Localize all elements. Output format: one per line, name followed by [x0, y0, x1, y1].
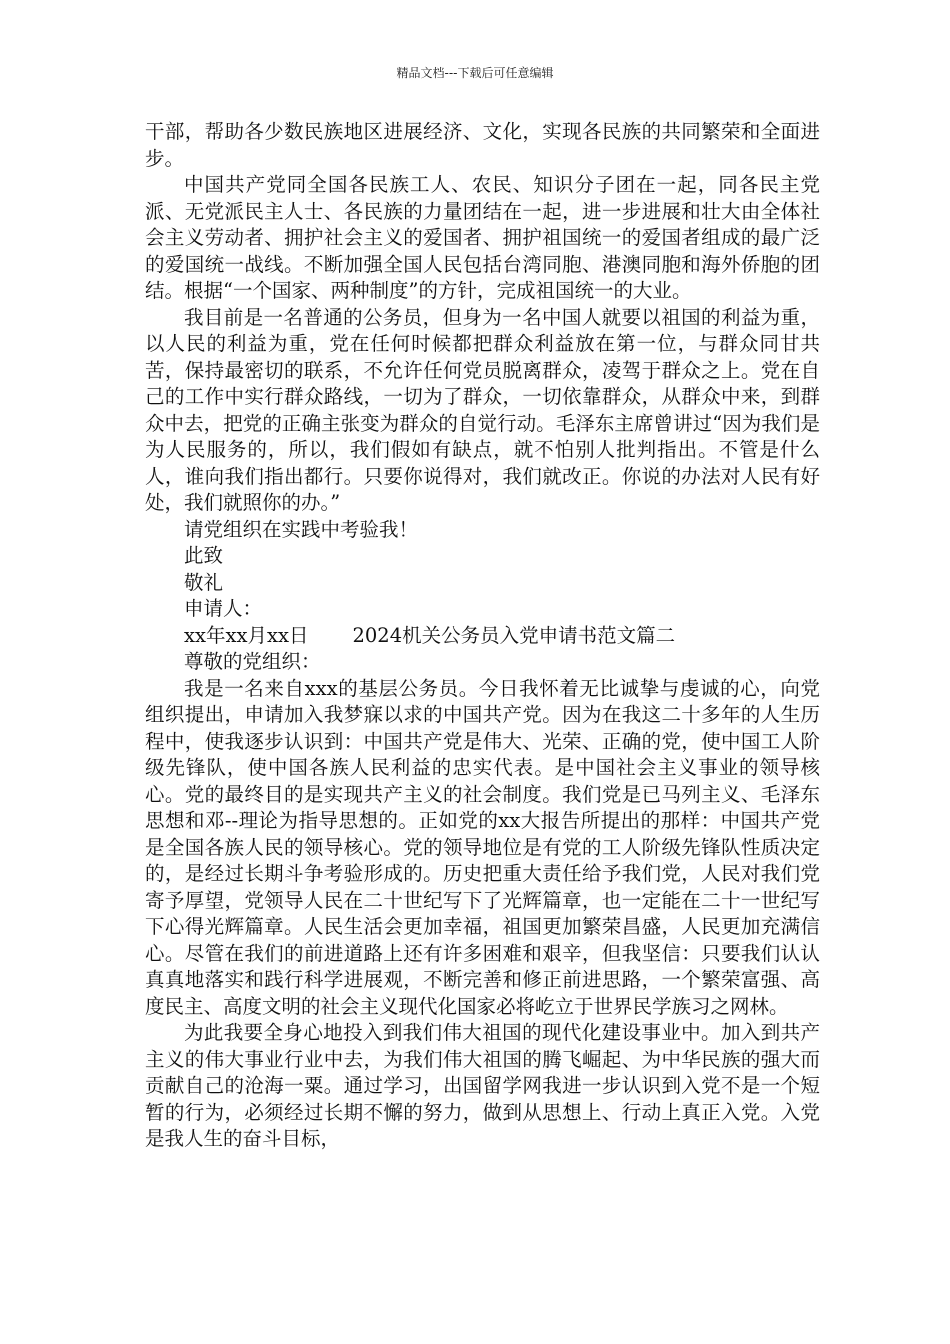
paragraph-4: 请党组织在实践中考验我！ — [184, 517, 419, 541]
paragraph-6: 为此我要全身心地投入到我们伟大祖国的现代化建设事业中。加入到共产主义的伟大事业行业中去，为我们伟大祖国的腾飞崛起、为中华民族的强大而贡献自己的沧海一粟。通过学习，出国留学网我进一步认识到入党不是一个短暂的行为，必须经过长期不懈的努力，做到从思想上、行动上真正入党。入党是我人生的奋斗目标， — [145, 1021, 820, 1150]
date-text: xx年xx月xx日 — [184, 623, 309, 647]
page-header-note: 精品文档---下载后可任意编辑 — [396, 66, 554, 80]
document-body — [145, 119, 820, 1153]
section-title: 2024机关公务员入党申请书范文篇二 — [352, 623, 676, 647]
paragraph-3: 我目前是一名普通的公务员，但身为一名中国人就要以祖国的利益为重，以人民的利益为重，党在任何时候都把群众利益放在第一位，与群众同甘共苦，保持最密切的联系，不允许任何党员脱离群众，凌驾于群众之上。党在自己的工作中实行群众路线，一切为了群众，一切依靠群众，从群众中来，到群众中去，把党的正确主张变为群众的自觉行动。毛泽东主席曾讲过“因为我们是为人民服务的，所以，我们假如有缺点，就不怕别人批判指出。不管是什么人，谁向我们指出都行。只要你说得对，我们就改正。你说的办法对人民有好处，我们就照你的办。” — [145, 305, 820, 514]
paragraph-5: 我是一名来自xxx的基层公务员。今日我怀着无比诚挚与虔诚的心，向党组织提出，申请加入我梦寐以求的中国共产党。因为在我这二十多年的人生历程中，使我逐步认识到：中国共产党是伟大、光荣、正确的党，使中国工人阶级先锋队，使中国各族人民利益的忠实代表。是中国社会主义事业的领导核心。党的最终目的是实现共产主义的社会制度。我们党是已马列主义、毛泽东思想和邓--理论为指导思想的。正如党的xx大报告所提出的那样：中国共产党是全国各族人民的领导核心。党的领导地位是有党的工人阶级先锋队性质决定的，是经过长期斗争考验形成的。历史把重大责任给予我们党，人民对我们党寄予厚望，党领导人民在二十世纪写下了光辉篇章，也一定能在二十一世纪写下心得光辉篇章。人民生活会更加幸福，祖国更加繁荣昌盛，人民更加充满信心。尽管在我们的前进道路上还有许多困难和艰辛，但我坚信：只要我们认认真真地落实和践行科学进展观，不断完善和修正前进思路，一个繁荣富强、高度民主、高度文明的社会主义现代化国家必将屹立于世界民学族习之网林。 — [145, 676, 820, 1018]
paragraph-1: 干部，帮助各少数民族地区进展经济、文化，实现各民族的共同繁荣和全面进步。 — [145, 120, 820, 170]
applicant-label: 申请人： — [184, 597, 263, 620]
date-and-title-line — [145, 623, 820, 650]
closing-cizhi: 此致 — [184, 544, 224, 567]
closing-jingli: 敬礼 — [184, 570, 224, 594]
paragraph-2: 中国共产党同全国各民族工人、农民、知识分子团在一起，同各民主党派、无党派民主人士、各民族的力量团结在一起，进一步进展和壮大由全体社会主义劳动者、拥护社会主义的爱国者、拥护祖国统一的爱国者组成的最广泛的爱国统一战线。不断加强全国人民包括台湾同胞、港澳同胞和海外侨胞的团结。根据“一个国家、两种制度”的方针，完成祖国统一的大业。 — [145, 173, 820, 302]
salutation: 尊敬的党组织： — [184, 650, 321, 673]
